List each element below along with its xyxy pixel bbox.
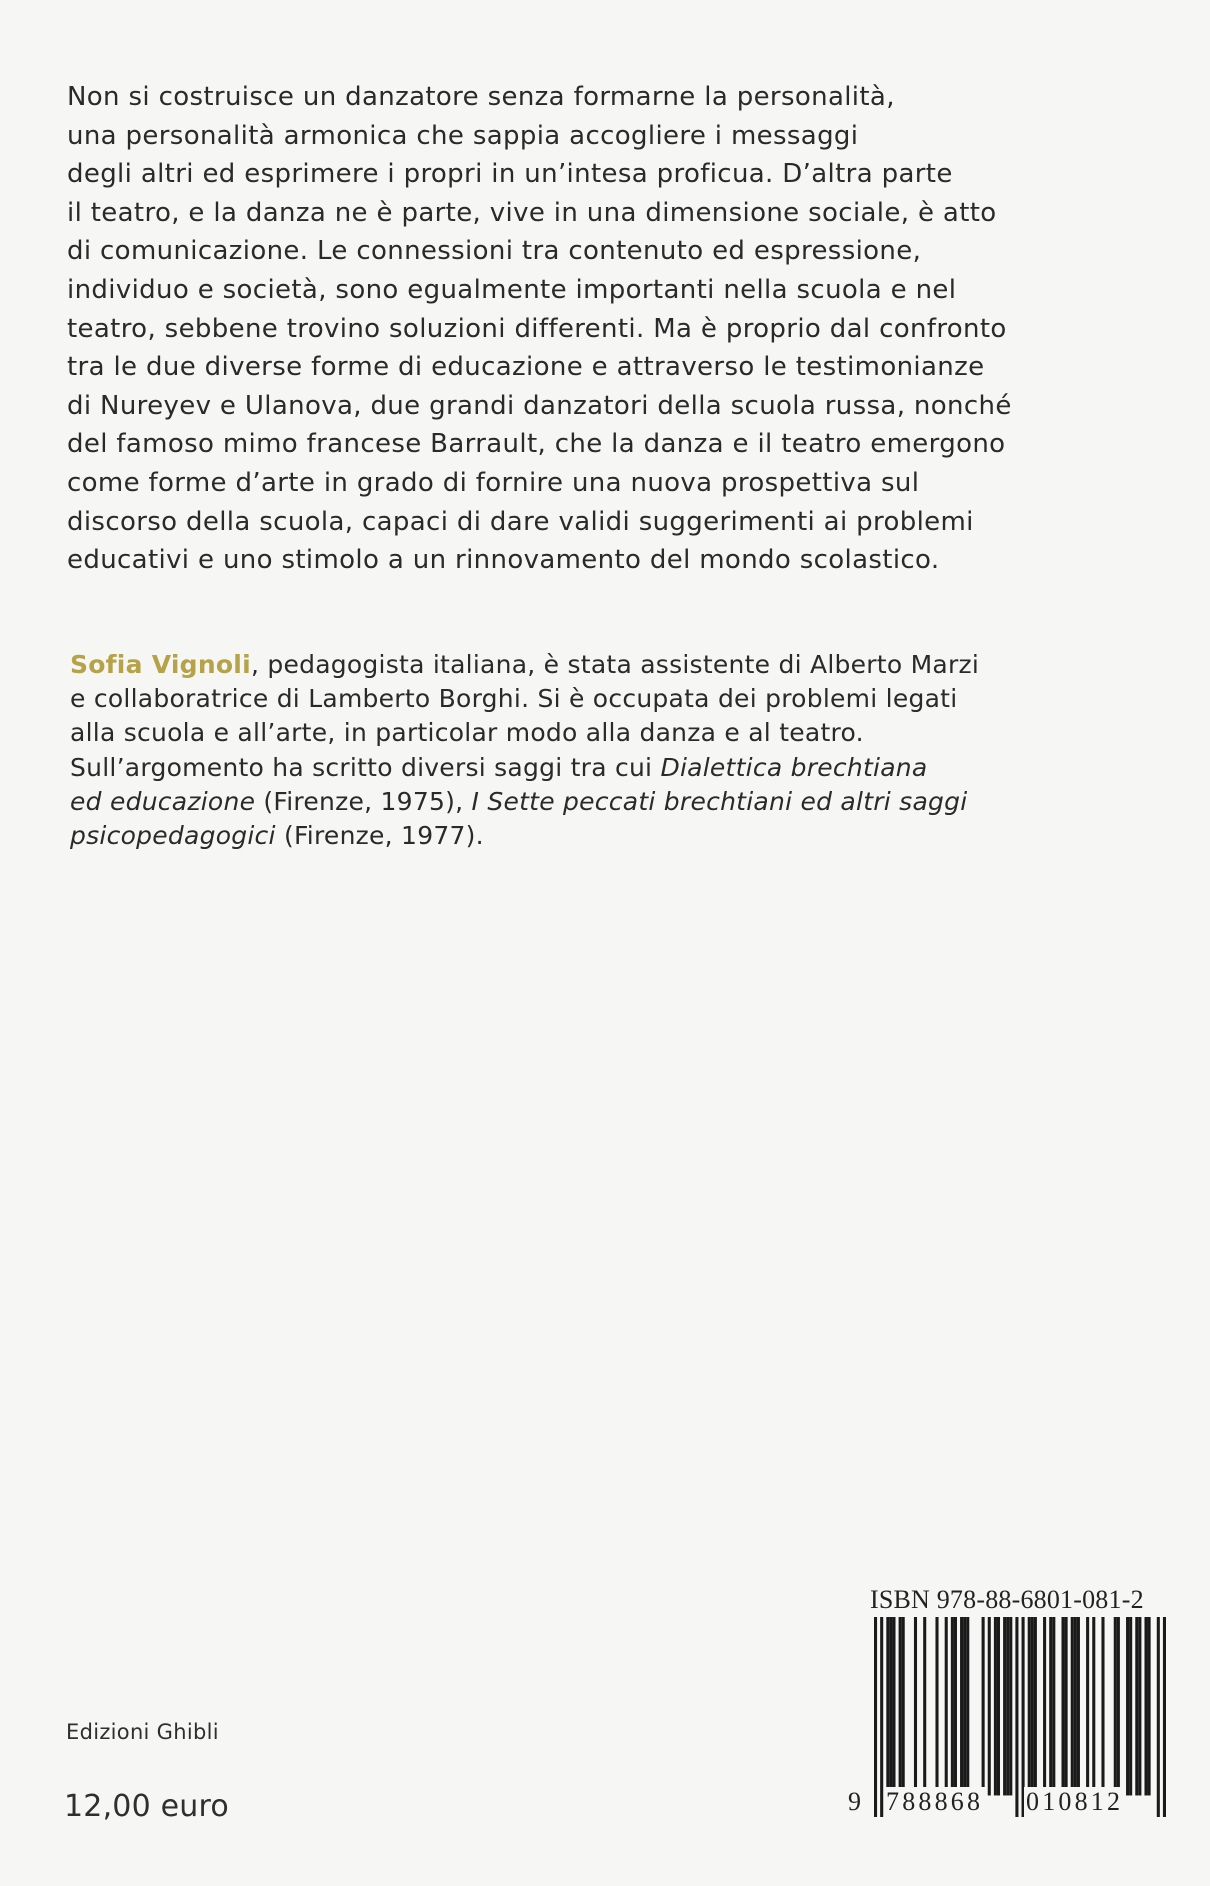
barcode-bar: [892, 1617, 895, 1795]
isbn-label: ISBN 978-88-6801-081-2: [870, 1585, 1144, 1614]
barcode-bar: [1003, 1617, 1006, 1795]
barcode-bar: [951, 1617, 954, 1795]
barcode-bar: [963, 1617, 966, 1795]
barcode-bar: [997, 1617, 1000, 1795]
barcode-bar: [1135, 1617, 1138, 1795]
blurb-line: il teatro, e la danza ne è parte, vive in una dimensione sociale, è atto: [67, 197, 997, 228]
barcode-digit-group-left: 788868: [886, 1787, 984, 1816]
blurb-line: una personalità armonica che sappia accogliere i messaggi: [67, 120, 859, 151]
barcode-bar: [1129, 1617, 1132, 1795]
blurb-line: del famoso mimo francese Barrault, che la danza e il teatro emergono: [67, 429, 1006, 460]
blurb-line: di comunicazione. Le connessioni tra contenuto ed espressione,: [67, 236, 922, 267]
book-title-ref: psicopedagogici: [70, 821, 276, 851]
barcode-bar: [1034, 1617, 1037, 1795]
barcode-bar: [960, 1617, 963, 1795]
barcode-bar: [902, 1617, 905, 1795]
book-title-ref: I Sette peccati brechtiani ed altri saggi: [471, 786, 968, 816]
barcode-bar: [1114, 1617, 1117, 1795]
barcode: [844, 1617, 1170, 1817]
barcode-bar: [966, 1617, 969, 1795]
barcode-bar: [1065, 1617, 1068, 1795]
barcode-bar: [1052, 1617, 1055, 1795]
blurb-line: come forme d’arte in grado di fornire una nuova prospettiva sul: [67, 467, 920, 498]
barcode-bar: [1117, 1617, 1120, 1795]
book-title-ref: ed educazione: [70, 786, 256, 816]
blurb-line: di Nureyev e Ulanova, due grandi danzatori della scuola russa, nonché: [67, 390, 1012, 421]
bio-line: [70, 785, 1170, 819]
blurb-line: individuo e società, sono egualmente importanti nella scuola e nel: [67, 274, 957, 305]
barcode-bar: [1101, 1617, 1104, 1795]
blurb-line: Non si costruisce un danzatore senza formarne la personalità,: [67, 82, 895, 112]
barcode-bar: [1006, 1617, 1009, 1795]
book-title-ref: Dialettica brechtiana: [660, 752, 928, 782]
barcode-digit-group-right: 010812: [1026, 1787, 1124, 1816]
barcode-bar: [1028, 1617, 1031, 1795]
barcode-bar: [1092, 1617, 1095, 1795]
barcode-bar: [1061, 1617, 1064, 1795]
barcode-bar: [988, 1617, 991, 1795]
bio-text: Sull’argomento ha scritto diversi saggi tra cui: [70, 752, 661, 782]
barcode-bar: [886, 1617, 889, 1795]
barcode-bar: [1043, 1617, 1046, 1795]
author-bio: [70, 648, 1170, 853]
blurb-line: tra le due diverse forme di educazione e attraverso le testimonianze: [67, 352, 985, 383]
blurb-line: discorso della scuola, capaci di dare validi suggerimenti ai problemi: [67, 506, 974, 537]
barcode-bar: [1077, 1617, 1080, 1795]
blurb-line: degli altri ed esprimere i propri in un’intesa proficua. D’altra parte: [67, 159, 953, 190]
barcode-bar: [1049, 1617, 1052, 1795]
bio-text: (Firenze, 1975),: [255, 786, 472, 816]
barcode-bar: [889, 1617, 892, 1795]
barcode-bar: [982, 1617, 985, 1795]
blurb-line: teatro, sebbene trovino soluzioni differenti. Ma è proprio dal confronto: [67, 313, 1007, 344]
barcode-bar: [1144, 1617, 1147, 1795]
barcode-bar: [1071, 1617, 1074, 1795]
barcode-bar: [1031, 1617, 1034, 1795]
bio-line: [70, 751, 1170, 785]
bio-text: , pedagogista italiana, è stata assistente di Alberto Marzi: [250, 650, 980, 679]
barcode-bar: [1148, 1617, 1151, 1795]
barcode-bar: [1074, 1617, 1077, 1795]
barcode-bar: [994, 1617, 997, 1795]
blurb-paragraph: [67, 78, 1167, 580]
bio-line: [70, 648, 1170, 682]
barcode-bar: [954, 1617, 957, 1795]
barcode-bar: [1009, 1617, 1012, 1795]
barcode-bar: [1086, 1617, 1089, 1795]
bio-line: e collaboratrice di Lamberto Borghi. Si è occupata dei problemi legati: [70, 684, 958, 714]
bio-line: alla scuola e all’arte, in particolar modo alla danza e al teatro.: [70, 718, 864, 748]
price: 12,00 euro: [64, 1789, 229, 1824]
bio-line: [70, 819, 1170, 853]
blurb-line: educativi e uno stimolo a un rinnovamento del mondo scolastico.: [67, 545, 940, 576]
author-name: Sofia Vignoli: [70, 650, 251, 679]
barcode-bar: [1138, 1617, 1141, 1795]
bio-text: (Firenze, 1977).: [275, 821, 484, 851]
barcode-bar: [914, 1617, 917, 1795]
barcode-digit-lead: 9: [848, 1787, 861, 1816]
barcode-bar: [935, 1617, 938, 1795]
barcode-digits: [844, 1787, 1170, 1821]
barcode-bar: [923, 1617, 926, 1795]
publisher-name: Edizioni Ghibli: [66, 1720, 219, 1744]
barcode-bar: [1126, 1617, 1129, 1795]
barcode-bar: [945, 1617, 948, 1795]
barcode-bar: [899, 1617, 902, 1795]
